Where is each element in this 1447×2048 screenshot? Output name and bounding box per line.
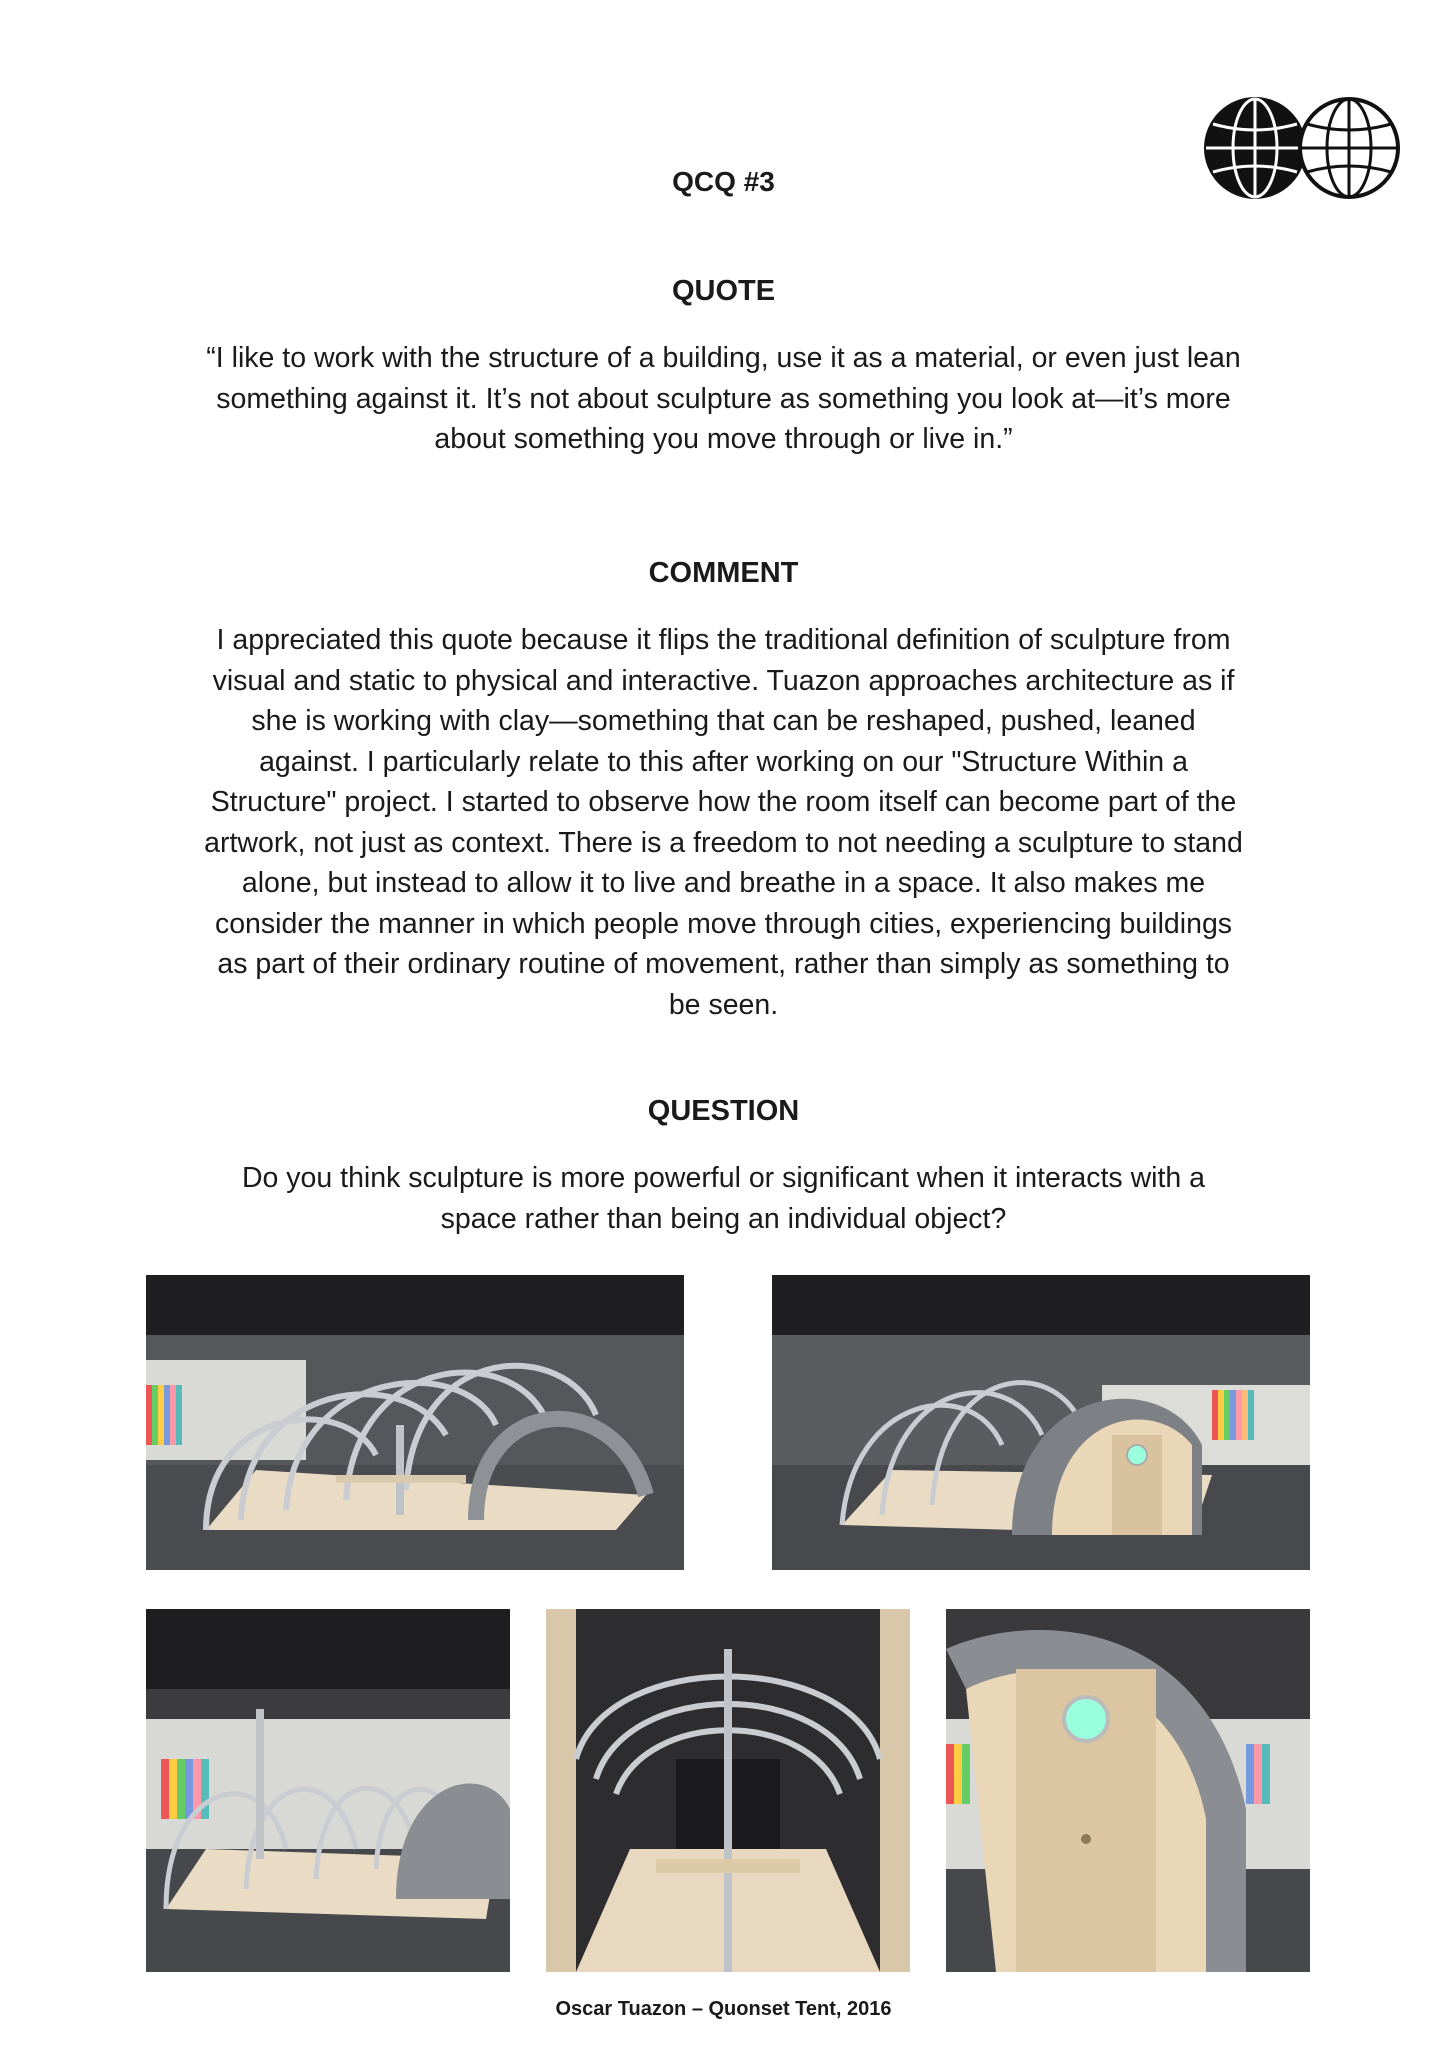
- photo-tent-side-view: [146, 1275, 684, 1570]
- question-heading: QUESTION: [647, 1095, 800, 1127]
- photo-caption: Oscar Tuazon – Quonset Tent, 2016: [555, 1998, 892, 2020]
- page-title: QCQ #3: [672, 166, 775, 197]
- photo-tent-door-view: [772, 1275, 1310, 1570]
- photo-tent-perspective: [146, 1609, 510, 1972]
- comment-text: I appreciated this quote because it flips the traditional definition of sculpture from visual and static to physical and interactive. Tuazon approaches architecture as if she is working with clay—something that can be reshaped, pushed, leaned against. I particularly relate to this after working on our "Structure Within a Structure" project. I started to observe how the room itself can become part of the artwork, not just as context. There is a freedom to not needing a sculpture to stand alone, but instead to allow it to live and breathe in a space. It also makes me consider the manner in which people move through cities, experiencing buildings as part of their ordinary routine of movement, rather than simply as something to be seen.: [204, 624, 1243, 1021]
- photo-tent-interior: [546, 1609, 910, 1972]
- comment-heading: COMMENT: [648, 557, 799, 589]
- quote-heading: QUOTE: [671, 275, 776, 307]
- photo-tent-door-detail: [946, 1609, 1310, 1972]
- quote-text: “I like to work with the structure of a building, use it as a material, or even just lean something against it. It’s not about sculpture as something you look at—it’s more about something you move through or live in.”: [206, 342, 1241, 455]
- question-text: Do you think sculpture is more powerful or significant when it interacts with a space rather than being an individual object?: [241, 1162, 1206, 1235]
